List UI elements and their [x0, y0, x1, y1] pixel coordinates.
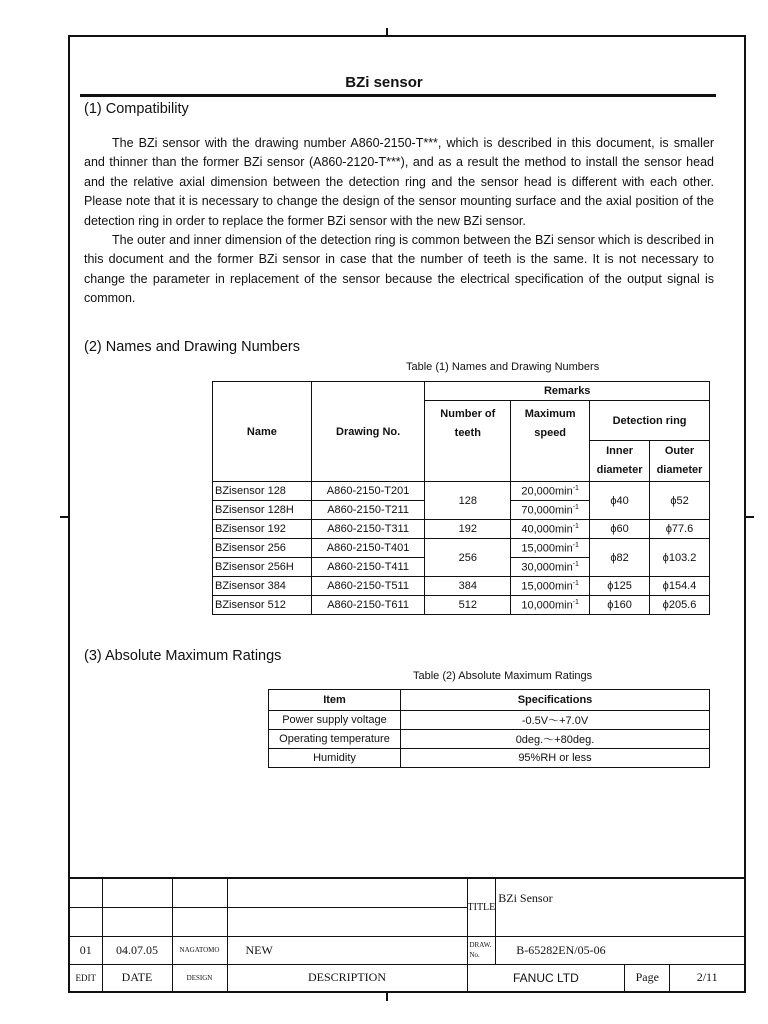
inner-cell: ϕ40 — [590, 482, 650, 520]
date-header: DATE — [102, 964, 172, 992]
name-cell: BZisensor 128H — [213, 501, 312, 520]
inner-cell: ϕ160 — [590, 596, 650, 615]
drawing-cell: A860-2150-T411 — [311, 558, 425, 577]
section-heading: (3) Absolute Maximum Ratings — [84, 648, 282, 664]
center-mark — [60, 516, 69, 518]
name-cell: BZisensor 384 — [213, 577, 312, 596]
header-spec: Specifications — [401, 690, 710, 711]
teeth-cell: 384 — [425, 577, 511, 596]
paragraph-1: The BZi sensor with the drawing number A860-2150-T***, which is described in this document, is smaller and thinner than the former BZi sensor (A860-2120-T***), and as a result the method to install the sensor head and the relative axial dimension between the detection ring and the sensor head is different with each other. Please note that it is necessary to change the design of the sensor mounting surface and the axial position of the detection ring in order to replace the former BZi sensor with the new BZi sensor. — [84, 136, 714, 228]
header-speed: Maximum speed — [511, 401, 590, 482]
speed-value: 30,000 — [521, 561, 555, 574]
date-value: 04.07.05 — [102, 936, 172, 964]
inner-cell: ϕ125 — [590, 577, 650, 596]
section-heading: (2) Names and Drawing Numbers — [84, 339, 300, 355]
name-cell: BZisensor 512 — [213, 596, 312, 615]
name-cell: BZisensor 256 — [213, 539, 312, 558]
drawing-cell: A860-2150-T311 — [311, 520, 425, 539]
unit-exponent: -1 — [572, 598, 579, 606]
table-row — [269, 730, 710, 749]
draw-no: B-65282EN/05-06 — [496, 936, 745, 964]
table-row — [213, 577, 710, 596]
unit-exponent: -1 — [572, 484, 579, 492]
speed-unit: min — [554, 561, 573, 574]
table-row — [269, 749, 710, 768]
item-cell: Power supply voltage — [269, 711, 401, 730]
speed-cell — [511, 501, 590, 520]
page-title: BZi sensor — [345, 74, 423, 91]
teeth-cell: 256 — [425, 539, 511, 577]
name-cell: BZisensor 256H — [213, 558, 312, 577]
speed-value: 15,000 — [521, 580, 555, 593]
section-heading: (1) Compatibility — [84, 101, 189, 117]
page-number: 2/11 — [670, 964, 745, 992]
spec-cell: -0.5V～+7.0V — [401, 711, 710, 730]
drawing-cell: A860-2150-T511 — [311, 577, 425, 596]
company-name: FANUC LTD — [467, 964, 625, 992]
header-teeth: Number of teeth — [425, 401, 511, 482]
header-item: Item — [269, 690, 401, 711]
outer-cell: ϕ154.4 — [650, 577, 710, 596]
unit-exponent: -1 — [572, 522, 579, 530]
paragraph — [84, 134, 714, 309]
title-block — [68, 877, 746, 993]
table-row — [269, 711, 710, 730]
speed-value: 10,000 — [521, 599, 555, 612]
speed-value: 70,000 — [521, 504, 555, 517]
table-caption: Table (2) Absolute Maximum Ratings — [413, 670, 593, 682]
spec-cell: 0deg.～+80deg. — [401, 730, 710, 749]
speed-unit: min — [554, 542, 573, 555]
drawing-cell: A860-2150-T401 — [311, 539, 425, 558]
speed-value: 40,000 — [521, 523, 555, 536]
table-row — [213, 596, 710, 615]
item-cell: Operating temperature — [269, 730, 401, 749]
header-ring: Detection ring — [590, 401, 710, 441]
names-table — [212, 381, 710, 615]
speed-value: 20,000 — [521, 485, 555, 498]
inner-cell: ϕ60 — [590, 520, 650, 539]
center-mark — [745, 516, 754, 518]
drawing-cell: A860-2150-T201 — [311, 482, 425, 501]
speed-cell — [511, 482, 590, 501]
header-drawing: Drawing No. — [311, 382, 425, 482]
speed-unit: min — [554, 523, 573, 536]
name-cell: BZisensor 192 — [213, 520, 312, 539]
speed-cell — [511, 558, 590, 577]
title-rule — [80, 94, 716, 97]
table-caption: Table (1) Names and Drawing Numbers — [406, 361, 600, 373]
teeth-cell: 128 — [425, 482, 511, 520]
speed-cell — [511, 596, 590, 615]
edit-value: 01 — [69, 936, 102, 964]
outer-cell: ϕ52 — [650, 482, 710, 520]
header-remarks: Remarks — [425, 382, 710, 401]
inner-cell: ϕ82 — [590, 539, 650, 577]
table-row — [213, 539, 710, 558]
speed-value: 15,000 — [521, 542, 555, 555]
unit-exponent: -1 — [572, 579, 579, 587]
speed-cell — [511, 520, 590, 539]
outer-cell: ϕ103.2 — [650, 539, 710, 577]
teeth-cell: 192 — [425, 520, 511, 539]
header-outer: Outer diameter — [650, 441, 710, 482]
paragraph-2: The outer and inner dimension of the detection ring is common between the BZi sensor which is described in this document and the former BZi sensor in case that the number of teeth is the same. It is not necessary to change the parameter in replacement of the sensor because the electrical specification of the output signal is common. — [84, 233, 714, 306]
speed-unit: min — [554, 599, 573, 612]
header-inner: Inner diameter — [590, 441, 650, 482]
speed-cell — [511, 577, 590, 596]
unit-exponent: -1 — [572, 503, 579, 511]
page-label: Page — [625, 964, 670, 992]
header-name: Name — [213, 382, 312, 482]
drawing-cell: A860-2150-T611 — [311, 596, 425, 615]
description-value: NEW — [227, 936, 467, 964]
outer-cell: ϕ205.6 — [650, 596, 710, 615]
design-value: NAGATOMO — [172, 936, 227, 964]
speed-unit: min — [554, 485, 573, 498]
item-cell: Humidity — [269, 749, 401, 768]
speed-cell — [511, 539, 590, 558]
unit-exponent: -1 — [572, 560, 579, 568]
drawing-cell: A860-2150-T211 — [311, 501, 425, 520]
table-row — [213, 520, 710, 539]
outer-cell: ϕ77.6 — [650, 520, 710, 539]
teeth-cell: 512 — [425, 596, 511, 615]
ratings-table — [268, 689, 710, 768]
design-header: DESIGN — [172, 964, 227, 992]
edit-header: EDIT — [69, 964, 102, 992]
speed-unit: min — [554, 580, 573, 593]
draw-label: DRAW. No. — [467, 936, 496, 964]
spec-cell: 95%RH or less — [401, 749, 710, 768]
table-row — [213, 482, 710, 501]
description-header: DESCRIPTION — [227, 964, 467, 992]
name-cell: BZisensor 128 — [213, 482, 312, 501]
unit-exponent: -1 — [572, 541, 579, 549]
title-label: TITLE — [467, 878, 496, 936]
title-value: BZi Sensor — [496, 878, 745, 936]
speed-unit: min — [554, 504, 573, 517]
center-mark — [386, 28, 388, 37]
